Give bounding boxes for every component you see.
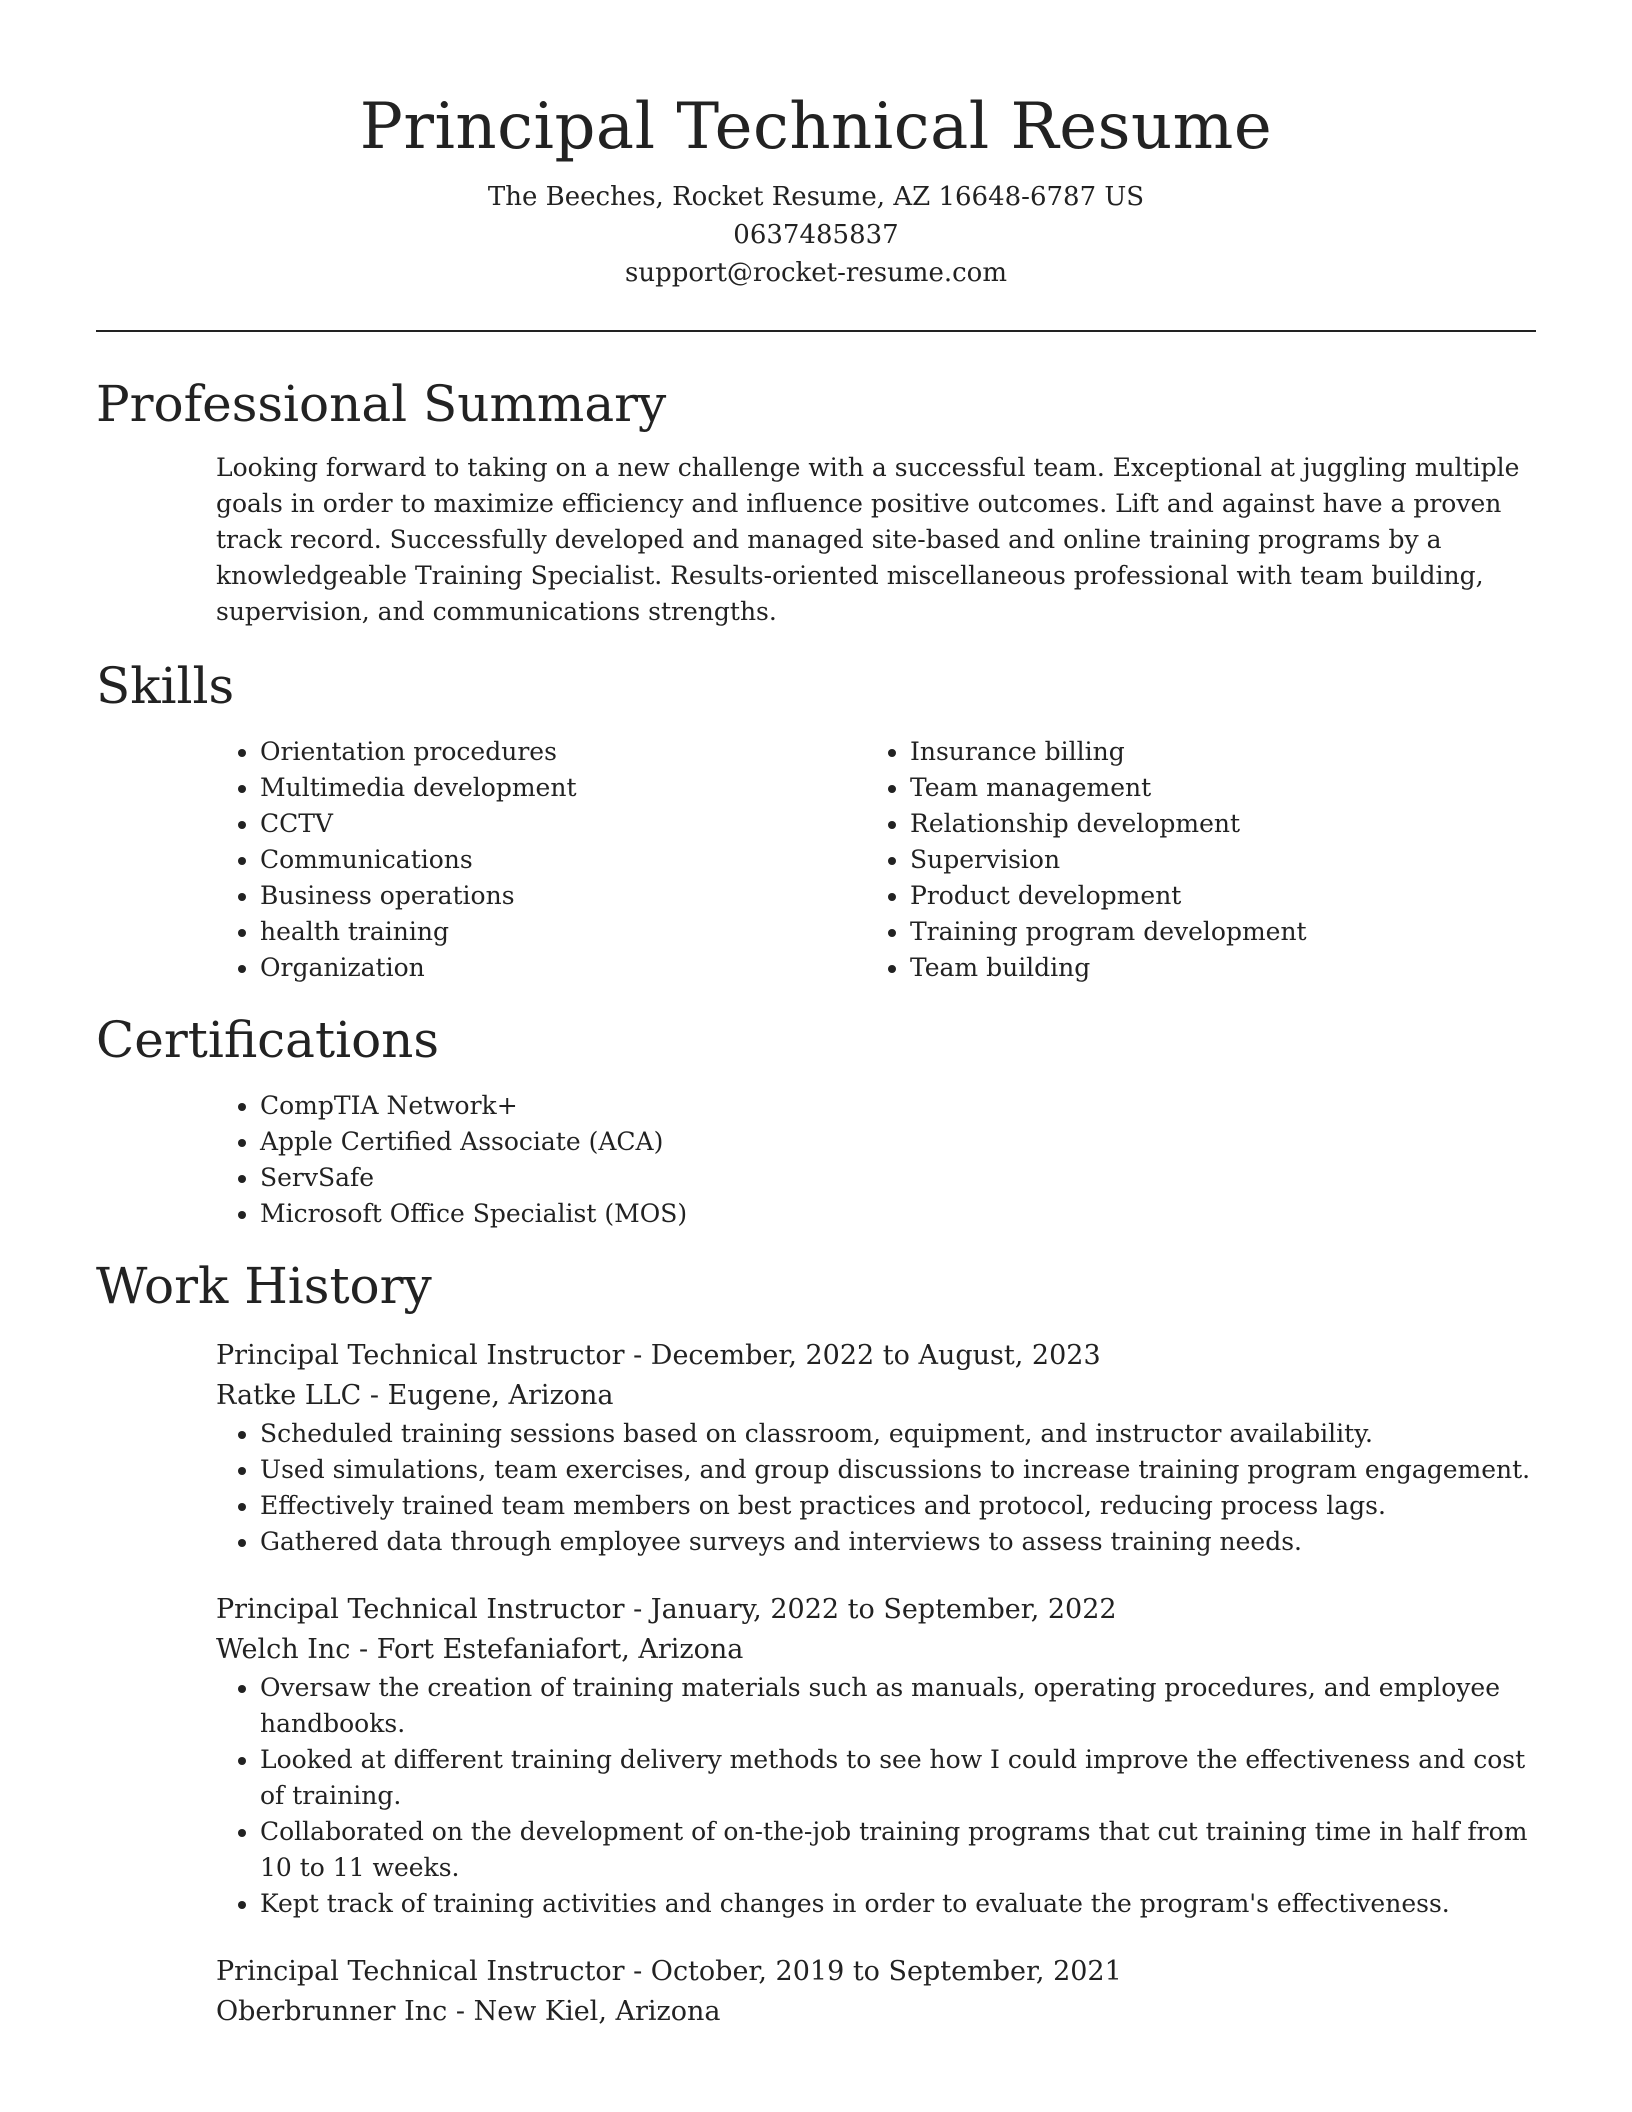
job-dates: - October, 2019 to September, 2021 [624,1956,1122,1987]
skills-column-right [866,734,1516,986]
job-location: - New Kiel, Arizona [447,1996,721,2027]
skill-item: • Multimedia development [260,770,866,806]
skills-column-left [216,734,866,986]
job-entry [216,1590,1536,1922]
skill-item: • Relationship development [910,806,1516,842]
work-history-title: Work History [96,1257,432,1315]
contact-phone: 0637485837 [733,220,899,250]
skill-item: • Insurance billing [910,734,1516,770]
job-entry [216,1952,1536,2032]
skill-item: • Team building [910,950,1516,986]
job-bullet: • Oversaw the creation of training materials such as manuals, operating procedures, and employee handbooks. [260,1670,1536,1742]
certifications-section [96,1010,1536,1232]
job-company: Ratke LLC [216,1380,362,1411]
job-bullet: • Effectively trained team members on best practices and protocol, reducing process lags. [260,1488,1536,1524]
skill-item: • CCTV [260,806,866,842]
summary-title: Professional Summary [96,375,667,433]
header-divider [96,330,1536,332]
summary-section [96,374,1536,630]
skill-item: • Team management [910,770,1516,806]
job-dates: - December, 2022 to August, 2023 [624,1340,1101,1371]
job-bullet: • Collaborated on the development of on-the-job training programs that cut training time in half from 10 to 11 weeks. [260,1814,1536,1886]
job-title-line [216,1952,1536,1992]
work-history-section [96,1256,1536,2032]
job-dates: - January, 2022 to September, 2022 [624,1594,1117,1625]
skill-item: • Business operations [260,878,866,914]
skills-title: Skills [96,657,235,715]
skills-section [96,656,1536,986]
job-company: Welch Inc [216,1634,351,1665]
contact-address: The Beeches, Rocket Resume, AZ 16648-6787 US [487,182,1145,212]
summary-text: Looking forward to taking on a new challenge with a successful team. Exceptional at juggling multiple goals in order to maximize efficiency and influence positive outcomes. Lift and against have a proven track record. Successfully developed and managed site-based and online training programs by a knowledgeable Training Specialist. Results-oriented miscellaneous professional with team building, supervision, and communications strengths. [216,453,1520,626]
skill-item: • health training [260,914,866,950]
job-bullet: • Scheduled training sessions based on classroom, equipment, and instructor availability. [260,1416,1536,1452]
job-company-line [216,1376,1536,1416]
job-location: - Eugene, Arizona [361,1380,614,1411]
job-bullets [216,1416,1536,1560]
certification-item: • Microsoft Office Specialist (MOS) [260,1196,1536,1232]
job-bullets [216,1670,1536,1922]
certification-item: • CompTIA Network+ [260,1088,1536,1124]
skill-item: • Communications [260,842,866,878]
certification-item: • Apple Certified Associate (ACA) [260,1124,1536,1160]
contact-block [96,178,1536,292]
job-company-line [216,1630,1536,1670]
job-bullet: • Kept track of training activities and changes in order to evaluate the program's effectiveness. [260,1886,1536,1922]
certification-item: • ServSafe [260,1160,1536,1196]
skill-item: • Organization [260,950,866,986]
job-title-line [216,1336,1536,1376]
job-title-line [216,1590,1536,1630]
job-location: - Fort Estefaniafort, Arizona [350,1634,744,1665]
job-company: Oberbrunner Inc [216,1996,448,2027]
job-bullet: • Gathered data through employee surveys and interviews to assess training needs. [260,1524,1536,1560]
job-title: Principal Technical Instructor [216,1594,625,1625]
skill-item: • Product development [910,878,1516,914]
job-title: Principal Technical Instructor [216,1956,625,1987]
job-title: Principal Technical Instructor [216,1340,625,1371]
job-entry [216,1336,1536,1560]
skill-item: • Training program development [910,914,1516,950]
job-company-line [216,1992,1536,2032]
skill-item: • Supervision [910,842,1516,878]
job-bullet: • Used simulations, team exercises, and group discussions to increase training program engagement. [260,1452,1536,1488]
contact-email: support@rocket-resume.com [624,258,1007,288]
skill-item: • Orientation procedures [260,734,866,770]
certifications-list [216,1088,1536,1232]
resume-header [96,0,1536,292]
job-bullet: • Looked at different training delivery methods to see how I could improve the effectiveness and cost of training. [260,1742,1536,1814]
resume-name: Principal Technical Resume [359,90,1273,164]
skills-grid [216,734,1536,986]
certifications-title: Certifications [96,1011,440,1069]
